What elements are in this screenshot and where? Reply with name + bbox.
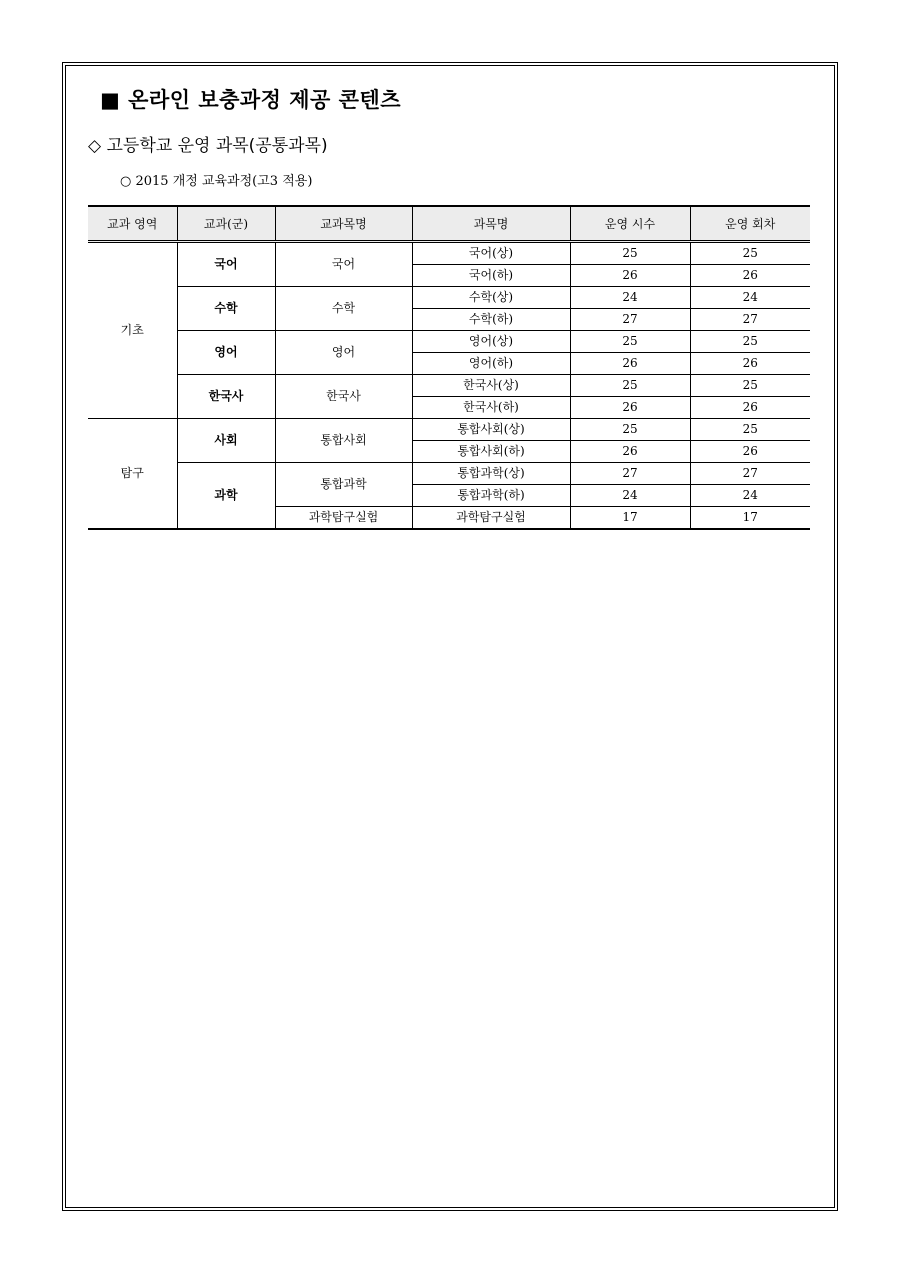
- group-cell: 한국사: [177, 375, 275, 419]
- hours-cell: 25: [570, 419, 690, 441]
- sessions-cell: 26: [690, 353, 810, 375]
- course-name-cell: 한국사: [275, 375, 412, 419]
- hours-cell: 27: [570, 309, 690, 331]
- course-name-cell: 과학탐구실험: [275, 507, 412, 530]
- hours-cell: 27: [570, 463, 690, 485]
- sessions-cell: 17: [690, 507, 810, 530]
- sessions-cell: 27: [690, 309, 810, 331]
- hours-cell: 26: [570, 353, 690, 375]
- group-cell: 사회: [177, 419, 275, 463]
- course-name-cell: 수학: [275, 287, 412, 331]
- group-cell: 국어: [177, 242, 275, 287]
- group-cell: 영어: [177, 331, 275, 375]
- header-subject: 과목명: [412, 206, 570, 242]
- hours-cell: 25: [570, 242, 690, 265]
- subject-cell: 영어(하): [412, 353, 570, 375]
- table-row: [88, 331, 810, 353]
- header-course-name: 교과목명: [275, 206, 412, 242]
- hours-cell: 24: [570, 287, 690, 309]
- header-group: 교과(군): [177, 206, 275, 242]
- area-cell: 탐구: [88, 419, 177, 530]
- table-row: [88, 375, 810, 397]
- subject-cell: 과학탐구실험: [412, 507, 570, 530]
- subject-cell: 통합사회(상): [412, 419, 570, 441]
- sessions-cell: 25: [690, 419, 810, 441]
- table-header-row: [88, 206, 810, 242]
- course-table: [88, 205, 810, 530]
- hours-cell: 25: [570, 331, 690, 353]
- table-row: [88, 419, 810, 441]
- course-name-cell: 통합사회: [275, 419, 412, 463]
- course-name-cell: 통합과학: [275, 463, 412, 507]
- area-cell: 기초: [88, 242, 177, 419]
- hours-cell: 25: [570, 375, 690, 397]
- subject-cell: 수학(상): [412, 287, 570, 309]
- sessions-cell: 26: [690, 441, 810, 463]
- course-name-cell: 영어: [275, 331, 412, 375]
- sessions-cell: 25: [690, 375, 810, 397]
- sessions-cell: 24: [690, 485, 810, 507]
- curriculum-note: ○ 2015 개정 교육과정(고3 적용): [120, 174, 313, 189]
- subject-cell: 한국사(하): [412, 397, 570, 419]
- hours-cell: 26: [570, 441, 690, 463]
- section-title: ■ 온라인 보충과정 제공 콘텐츠: [100, 88, 402, 112]
- subject-cell: 한국사(상): [412, 375, 570, 397]
- hours-cell: 26: [570, 397, 690, 419]
- header-sessions: 운영 회차: [690, 206, 810, 242]
- subject-cell: 영어(상): [412, 331, 570, 353]
- hours-cell: 17: [570, 507, 690, 530]
- sessions-cell: 26: [690, 397, 810, 419]
- hours-cell: 26: [570, 265, 690, 287]
- subject-cell: 통합과학(상): [412, 463, 570, 485]
- course-name-cell: 국어: [275, 242, 412, 287]
- sessions-cell: 24: [690, 287, 810, 309]
- table-row: [88, 287, 810, 309]
- subject-cell: 수학(하): [412, 309, 570, 331]
- hours-cell: 24: [570, 485, 690, 507]
- sessions-cell: 27: [690, 463, 810, 485]
- sessions-cell: 26: [690, 265, 810, 287]
- group-cell: 수학: [177, 287, 275, 331]
- table-row: [88, 463, 810, 485]
- section-subtitle: ◇ 고등학교 운영 과목(공통과목): [88, 136, 328, 156]
- sessions-cell: 25: [690, 242, 810, 265]
- subject-cell: 통합과학(하): [412, 485, 570, 507]
- header-area: 교과 영역: [88, 206, 177, 242]
- subject-cell: 통합사회(하): [412, 441, 570, 463]
- subject-cell: 국어(하): [412, 265, 570, 287]
- group-cell: 과학: [177, 463, 275, 530]
- sessions-cell: 25: [690, 331, 810, 353]
- subject-cell: 국어(상): [412, 242, 570, 265]
- table-row: [88, 242, 810, 265]
- header-hours: 운영 시수: [570, 206, 690, 242]
